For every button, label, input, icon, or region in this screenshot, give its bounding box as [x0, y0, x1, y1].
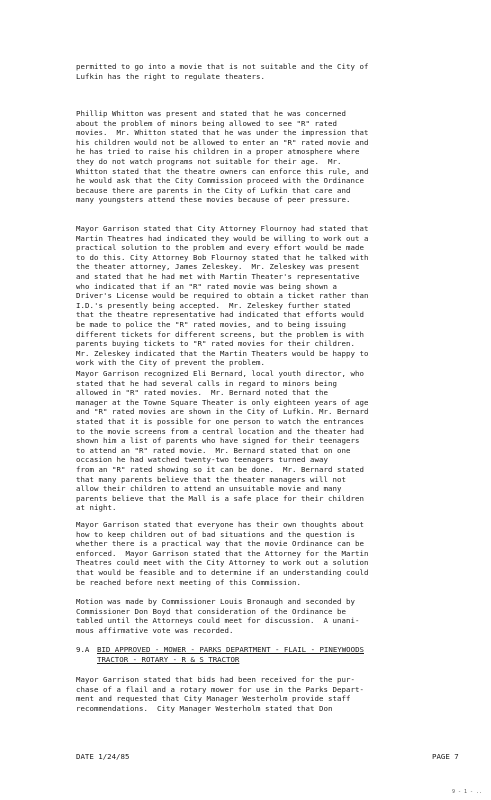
- text-line: he would ask that the City Commission proceed with the Ordinance: [76, 176, 364, 186]
- text-line: Commissioner Don Boyd that consideration of the Ordinance be: [76, 606, 346, 616]
- paragraph-movie-regulation-continued: [76, 62, 476, 81]
- text-line: Motion was made by Commissioner Louis Bronaugh and seconded by: [76, 597, 355, 606]
- text-line: about the problem of minors being allowed to see "R" rated: [76, 118, 337, 128]
- text-line: Phillip Whitton was present and stated that he was concerned: [76, 109, 346, 118]
- text-line: stated that it is possible for one person to watch the entrances: [76, 416, 364, 426]
- text-line: to the movie screens from a central location and the theater had: [76, 426, 364, 436]
- text-line: Lufkin has the right to regulate theaters.: [76, 71, 265, 81]
- text-line: manager at the Towne Square Theater is only eighteen years of age: [76, 397, 369, 407]
- text-line: how to keep children out of bad situations and the question is: [76, 529, 355, 539]
- text-line: shown him a list of parents who have signed for their teenagers: [76, 436, 360, 446]
- text-line: Mr. Zeleskey indicated that the Martin Theaters would be happy to: [76, 348, 369, 358]
- text-line: practical solution to the problem and every effort would be made: [76, 243, 364, 253]
- text-line: enforced. Mayor Garrison stated that the Attorney for the Martin: [76, 548, 369, 558]
- footer-date: DATE 1/24/85: [76, 752, 130, 761]
- text-line: Mayor Garrison stated that bids had been received for the pur-: [76, 675, 355, 684]
- text-line: Mayor Garrison stated that City Attorney Flournoy had stated that: [76, 224, 369, 233]
- agenda-item-number: 9.A: [76, 645, 90, 654]
- text-line: be reached before next meeting of this Commission.: [76, 577, 301, 587]
- text-line: Whitton stated that the theatre owners can enforce this rule, and: [76, 166, 369, 176]
- text-line: be made to police the "R" rated movies, and to being issuing: [76, 319, 346, 329]
- text-line: ment and requested that City Manager Westerholm provide staff: [76, 694, 351, 704]
- text-line: at night.: [76, 503, 117, 513]
- footer-page-number: PAGE 7: [432, 752, 459, 761]
- paragraph-garrison-summary: [76, 520, 476, 587]
- text-line: to do this. City Attorney Bob Flournoy stated that he talked with: [76, 252, 369, 262]
- text-line: allow their children to attend an unsuitable movie and many: [76, 484, 342, 494]
- text-line: parents believe that the Mall is a safe place for their children: [76, 493, 364, 503]
- agenda-item-title-line-1: BID APPROVED - MOWER - PARKS DEPARTMENT - FLAIL - PINEYWOODS: [97, 645, 364, 654]
- text-line: allowed in "R" rated movies. Mr. Bernard noted that the: [76, 388, 328, 398]
- text-line: different tickets for different screens, but the problem is with: [76, 329, 364, 339]
- text-line: chase of a flail and a rotary mower for use in the Parks Depart-: [76, 684, 364, 694]
- text-line: whether there is a practical way that the movie Ordinance can be: [76, 539, 364, 549]
- text-line: tabled until the Attorneys could meet for discussion. A unani-: [76, 616, 360, 626]
- text-line: he has tried to raise his children in a proper atmosphere where: [76, 147, 360, 157]
- agenda-item-title-line-2: TRACTOR - ROTARY - R & S TRACTOR: [97, 655, 240, 664]
- text-line: Mayor Garrison recognized Eli Bernard, local youth director, who: [76, 369, 364, 378]
- text-line: and "R" rated movies are shown in the City of Lufkin. Mr. Bernard: [76, 407, 369, 417]
- scan-corner-mark: 9 - 1 - ..: [452, 789, 483, 795]
- text-line: Driver's License would be required to obtain a ticket rather than: [76, 291, 369, 301]
- text-line: that many parents believe that the theater managers will not: [76, 474, 346, 484]
- paragraph-whitton-statement: [76, 109, 476, 205]
- paragraph-attorney-discussion: [76, 224, 476, 368]
- text-line: and stated that he had met with Martin Theater's representative: [76, 271, 360, 281]
- text-line: Martin Theatres had indicated they would be willing to work out a: [76, 233, 369, 243]
- text-line: the theater attorney, James Zeleskey. Mr. Zeleskey was present: [76, 262, 360, 272]
- text-line: recommendations. City Manager Westerholm stated that Don: [76, 703, 333, 713]
- text-line: movies. Mr. Whitton stated that he was under the impression that: [76, 128, 369, 138]
- text-line: to attend an "R" rated movie. Mr. Bernard stated that on one: [76, 445, 351, 455]
- text-line: many youngsters attend these movies because of peer pressure.: [76, 195, 351, 205]
- text-line: occasion he had watched twenty-two teenagers turned away: [76, 455, 328, 465]
- text-line: mous affirmative vote was recorded.: [76, 625, 234, 635]
- text-line: permitted to go into a movie that is not suitable and the City of: [76, 62, 369, 71]
- text-line: Theatres could meet with the City Attorney to work out a solution: [76, 558, 369, 568]
- text-line: parents buying tickets to "R" rated movies for their children.: [76, 339, 355, 349]
- text-line: stated that he had several calls in regard to minors being: [76, 378, 337, 388]
- text-line: they do not watch programs not suitable for their age. Mr.: [76, 156, 342, 166]
- paragraph-motion-tabled: [76, 597, 476, 635]
- text-line: I.D.'s presently being accepted. Mr. Zeleskey further stated: [76, 300, 351, 310]
- text-line: that would be feasible and to determine if an understanding could: [76, 567, 369, 577]
- text-line: work with the City of prevent the problem.: [76, 358, 265, 368]
- text-line: who indicated that if an "R" rated movie was being shown a: [76, 281, 337, 291]
- paragraph-bids-received: [76, 675, 476, 713]
- paragraph-bernard-statement: [76, 369, 476, 513]
- text-line: his children would not be allowed to enter an "R" rated movie and: [76, 137, 369, 147]
- text-line: Mayor Garrison stated that everyone has their own thoughts about: [76, 520, 364, 529]
- text-line: that the theatre representative had indicated that efforts would: [76, 310, 364, 320]
- text-line: from an "R" rated showing so it can be done. Mr. Bernard stated: [76, 464, 364, 474]
- text-line: because there are parents in the City of Lufkin that care and: [76, 185, 351, 195]
